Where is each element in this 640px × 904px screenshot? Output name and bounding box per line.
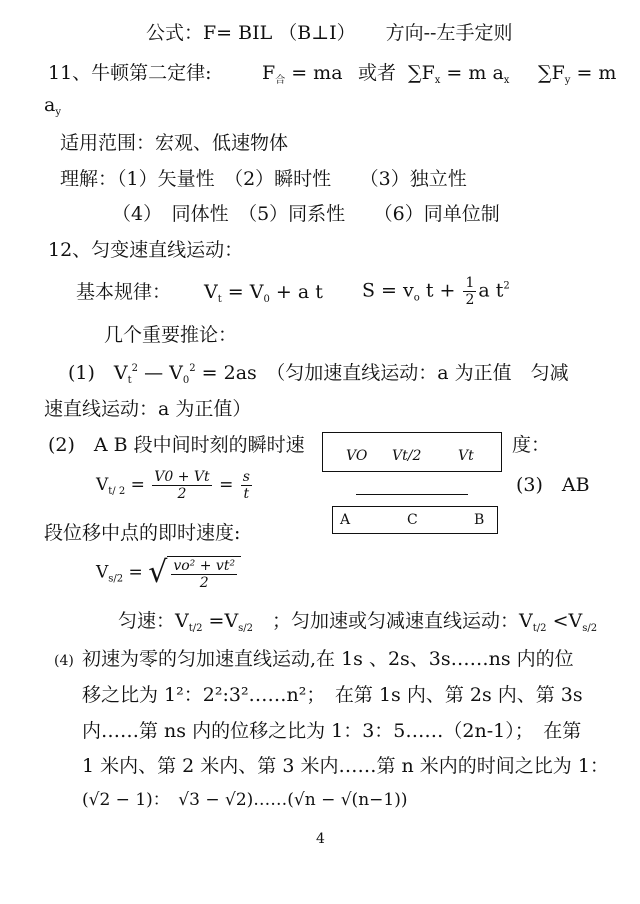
scope-text: 适用范围：宏观、低速物体 xyxy=(60,132,289,154)
diag-vt2-label: Vt/2 xyxy=(392,448,422,464)
newton-formula: $F_合$ = ma xyxy=(262,62,343,86)
inference-1: (1) $V_t^2$ — $V_0^2 = 2as$ （匀加速直线运动：a 为正值 匀减 xyxy=(68,362,569,386)
mid-position-velocity-formula: $V_{s/2}$ = √ $\frac{\text{vo² + vt²}}{2}$ xyxy=(96,556,241,590)
basic-law-label: 基本规律： xyxy=(76,281,172,303)
inference-4-line-4: 1 米内、第 2 米内、第 3 米内……第 n 米内的时间之比为 1： xyxy=(82,755,609,777)
newton-second-law-title: 11、牛顿第二定律: xyxy=(48,62,212,84)
understanding-line-2: （4） 同体性 （5）同系性 （6）同单位制 xyxy=(112,203,500,225)
lorentz-formula: 公式：F= BIL （B⊥I） xyxy=(146,22,356,44)
sum-fx-formula: $\sum F_x = m$ $a_x$ xyxy=(408,62,510,86)
displacement-formula: $S = v_o$ t + $\frac{1}{2}$ a $t^2$ xyxy=(362,275,510,308)
diag-v0-label: VO xyxy=(346,448,368,464)
or-text: 或者 xyxy=(358,62,397,84)
sqrt-symbol: √ xyxy=(148,555,168,590)
diag-point-a: A xyxy=(340,512,351,528)
ay-continuation: $a_y$ xyxy=(44,94,61,118)
inference-2: (2) A B 段中间时刻的瞬时速 xyxy=(48,434,305,456)
segment-line xyxy=(356,494,468,495)
mid-time-velocity-formula: $V_{t/ 2}$ = $\frac{V0 + Vt}{2}$ = $\frac{s}{t}$ xyxy=(96,469,250,502)
inference-title: 几个重要推论： xyxy=(104,324,238,346)
inference-3: (3) AB xyxy=(516,474,590,496)
inference-1-cont: 速直线运动：a 为正值） xyxy=(44,398,252,420)
inference-4-number: (4) xyxy=(54,653,74,669)
avg-velocity-fraction: $\frac{V0 + Vt}{2}$ xyxy=(154,469,210,502)
formula-line xyxy=(146,24,512,43)
page-number: 4 xyxy=(316,831,325,847)
velocity-formula: $V_t = V_0 + a$ t xyxy=(204,281,323,305)
s-over-t-fraction: $\frac{s}{t}$ xyxy=(242,469,250,502)
inference-4-line-2: 移之比为 1²：2²:3²……n²； 在第 1s 内、第 2s 内、第 3s xyxy=(82,684,583,706)
diag-point-c: C xyxy=(407,512,418,528)
inference-3-cont: 段位移中点的即时速度: xyxy=(44,522,241,544)
sum-fy-formula: $\sum F_y = m$ xyxy=(538,62,617,86)
understanding-line-1: 理解：（1）矢量性 （2）瞬时性 （3）独立性 xyxy=(60,168,467,190)
uniform-comparison: 匀速：$V_{t/2} =V_{s/2}$ ；匀加速或匀减速直线运动：$V_{t/2} <V_{s/2}$ xyxy=(118,610,598,634)
half-fraction: $\frac{1}{2}$ xyxy=(465,275,475,308)
diag-point-b: B xyxy=(474,512,485,528)
inference-4-line-3: 内……第 ns 内的位移之比为 1：3：5……（2n-1）； 在第 xyxy=(82,720,582,742)
direction-rule: 方向--左手定则 xyxy=(385,22,513,44)
uniform-accel-title: 12、匀变速直线运动： xyxy=(48,239,244,261)
inference-4-line-1: 初速为零的匀加速直线运动,在 1s 、2s、3s……ns 内的位 xyxy=(82,648,574,670)
inference-4-line-5: (√2 − 1)： √3 − √2)……(√n − √(n−1)) xyxy=(82,790,408,810)
root-fraction: $\frac{\text{vo² + vt²}}{2}$ xyxy=(173,558,236,591)
diag-vt-label: Vt xyxy=(458,448,474,464)
inference-2-end: 度： xyxy=(512,434,551,456)
